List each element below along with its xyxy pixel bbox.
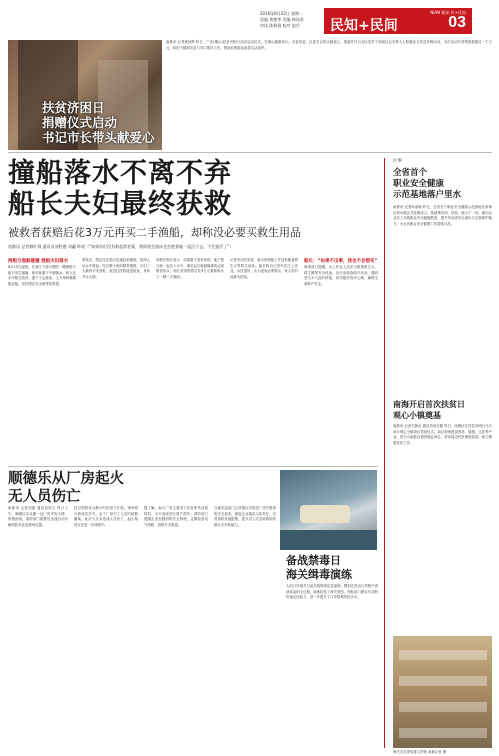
sidebar-title-1 — [393, 168, 492, 201]
main-column-3: 获救后船长表示，如果妻子没有获救，他宁愿与她一起沉入水中。事后双方就碰撞事故达成赔偿协议，船长获得赔偿后花3万元重新购买了一艘二手渔船。 — [156, 258, 224, 279]
section-title: 民知+民间 — [330, 18, 398, 34]
main-subhead: 被救者获赔后花3万元再买二手渔船，却称没必要买救生用品 — [8, 226, 301, 239]
section-banner — [324, 8, 472, 34]
sidebar-title-2 — [393, 399, 492, 420]
headline-line: 无人员伤亡 — [8, 488, 81, 505]
photo-shelf — [399, 702, 487, 712]
divider — [8, 466, 378, 467]
second-column-4: 当地安监部门已对辖区内同类厂房开展消防安全检查，督促企业落实主体责任，完善消防设施配置，提升员工应急疏散和初期火灾扑救能力。 — [214, 506, 276, 527]
main-column-4: 记者采访时发现，新买的渔船上并没有配备救生衣等救生用品。船长称自己常年在江上作业，水性很好，认为没有必要购买，家人则对此颇为担忧。 — [230, 258, 298, 279]
third-story-body: 大沥口岸海关日前开展缉毒应急演练，模拟在进出口货物中查获毒品的全过程。演练检验了海关查验、缉私部门联合行动的快速反应能力，进一步提升了口岸禁毒防控水平。 — [286, 584, 378, 600]
title-line: 书记市长带头献爱心 — [42, 130, 155, 145]
sidebar-body-2: 南都讯 记者关婉贞 通讯员何宏健 昨日，南海区在扶贫济困日当天举行观心小镇项目奠基仪式。项目规划建设养老、健康、文化等产业，将为当地群众提供就业岗位，带动周边村民增收致富，助力精准扶贫工作。 — [393, 424, 492, 445]
photo-shelf — [399, 676, 487, 686]
third-story-photo — [280, 470, 377, 550]
photo-boat — [300, 505, 350, 523]
masthead — [260, 8, 492, 36]
title-line: 全省首个 — [393, 168, 428, 178]
photo-shelf — [399, 650, 487, 660]
headline-line: 船长夫妇最终获救 — [8, 189, 232, 220]
proofreader-credits: 审读 陈秋瑞 校对 赵丹 — [260, 23, 300, 28]
main-byline: 南都讯 记者赖叶舜 通讯员刘胜德 刘蕙 昨夜（“如果你们没有救起我老婆，我即使会游泳也会抱着她一起沉下去，不会独活了”） — [8, 244, 234, 249]
title-line: 南海开启首次扶贫日 — [393, 399, 465, 409]
second-column-1: 南都讯 记者刘丽 通讯员何文 昨日上午，顺德区乐从镇一处厂房突发火情，浓烟滚滚。消防部门接警后迅速出动多辆消防车赶赴现场处置。 — [8, 506, 68, 527]
top-story-photo — [8, 40, 162, 150]
column-text: 海事部门提醒，水上作业人员应当配备救生衣、救生圈等安全设备，出行前检查船只状况，遇到恶劣天气及时停航，切勿抱有侥幸心理，确保生命财产安全。 — [304, 265, 378, 286]
headline-line: 撞船落水不离不弃 — [8, 158, 232, 189]
title-line: 观心小镇奠基 — [393, 409, 441, 420]
photo-shelf — [399, 728, 487, 738]
title-line: 扶贫济困日 — [42, 100, 105, 115]
top-story-title — [42, 100, 155, 145]
main-column-5 — [304, 258, 378, 468]
main-column-1 — [8, 258, 76, 468]
second-headline — [8, 470, 128, 506]
column-heading: 船长：“如果不出事，我也不会想买” — [304, 259, 378, 264]
photo-water — [280, 530, 377, 550]
sidebar-body-1: 南都讯 记者叶嘉敏 昨日，全省首个职业安全健康示范基地在南海区里水镇正式挂牌成立。基地集培训、体验、展示于一体，面向企业员工开展职业安全健康教育，提升劳动者安全意识与自我保护能力，为全省职业安全健康工作提供示范。 — [393, 205, 492, 226]
column-text: 8月13日凌晨，在西江下游行驶的一艘渔船与船只发生碰撞，船长和妻子不慎落水。两人在水中相互扶持，妻子不会游泳，丈夫始终紧紧抱住她，坚持漂浮在水面等待救援。 — [8, 265, 76, 286]
sidebar-tag: 区事 — [393, 159, 402, 164]
second-column-3: 据了解，起火厂房主要用于存放家具及原材料，火灾造成部分财产损失。消防部门提醒企业加强消防安全管理，定期检查电气线路，消除火灾隐患。 — [144, 506, 208, 527]
issue-info — [260, 11, 320, 29]
headline-line: 顺德乐从厂房起火 — [8, 470, 124, 487]
sidebar-photo-caption: 海关关员查验进口货物 南都记者 摄 — [393, 750, 447, 754]
main-column-2: 事发后，附近过往船只迅速赶来施救，将两人从水中救起。经过数小时的紧张搜救，夫妇二人最终平安获救，被送往医院接受检查，身体并无大碍。 — [82, 258, 150, 279]
title-line: 示范基地落户里水 — [393, 190, 462, 200]
sidebar-photo — [393, 636, 492, 748]
divider — [8, 152, 492, 153]
top-story-body: 南都讯 记者黄扬辉 昨日，广东(佛山)扶贫济困日活动启动仪式，在佛山隆重举行。市委常委、区委书记带头献爱心，捐款并号召全区党员干部和社会各界人士积极参与扶贫济困活动。本次活动共募集善款超过一千万元，将用于精准扶贫与对口帮扶工作，帮助贫困群众改善生活条件。 — [166, 40, 492, 50]
title-line: 职业安全健康 — [393, 179, 445, 189]
page-number: 03 — [448, 14, 466, 31]
third-headline — [286, 554, 380, 582]
right-sidebar — [384, 158, 492, 754]
main-headline — [8, 158, 378, 220]
section-corner-tag: NIAN 新安·民+民问 — [430, 10, 466, 15]
editor-credits: 责编 黄艳华 美编 林泳希 — [260, 17, 304, 22]
headline-line: 海关缉毒演练 — [286, 568, 352, 581]
headline-line: 备战禁毒日 — [286, 554, 341, 567]
title-line: 捐赠仪式启动 — [42, 115, 118, 130]
issue-date: 2016年8月22日 星期一 — [260, 11, 304, 16]
second-column-2: 经过消防官兵数小时的奋力扑救，现场明火被成功扑灭。由于厂房内工人及时疏散撤离，此次火灾未造成人员伤亡，起火原因正在进一步调查中。 — [74, 506, 138, 527]
column-heading: 两船与渔船碰撞 渔船夫妇落水 — [8, 259, 69, 264]
